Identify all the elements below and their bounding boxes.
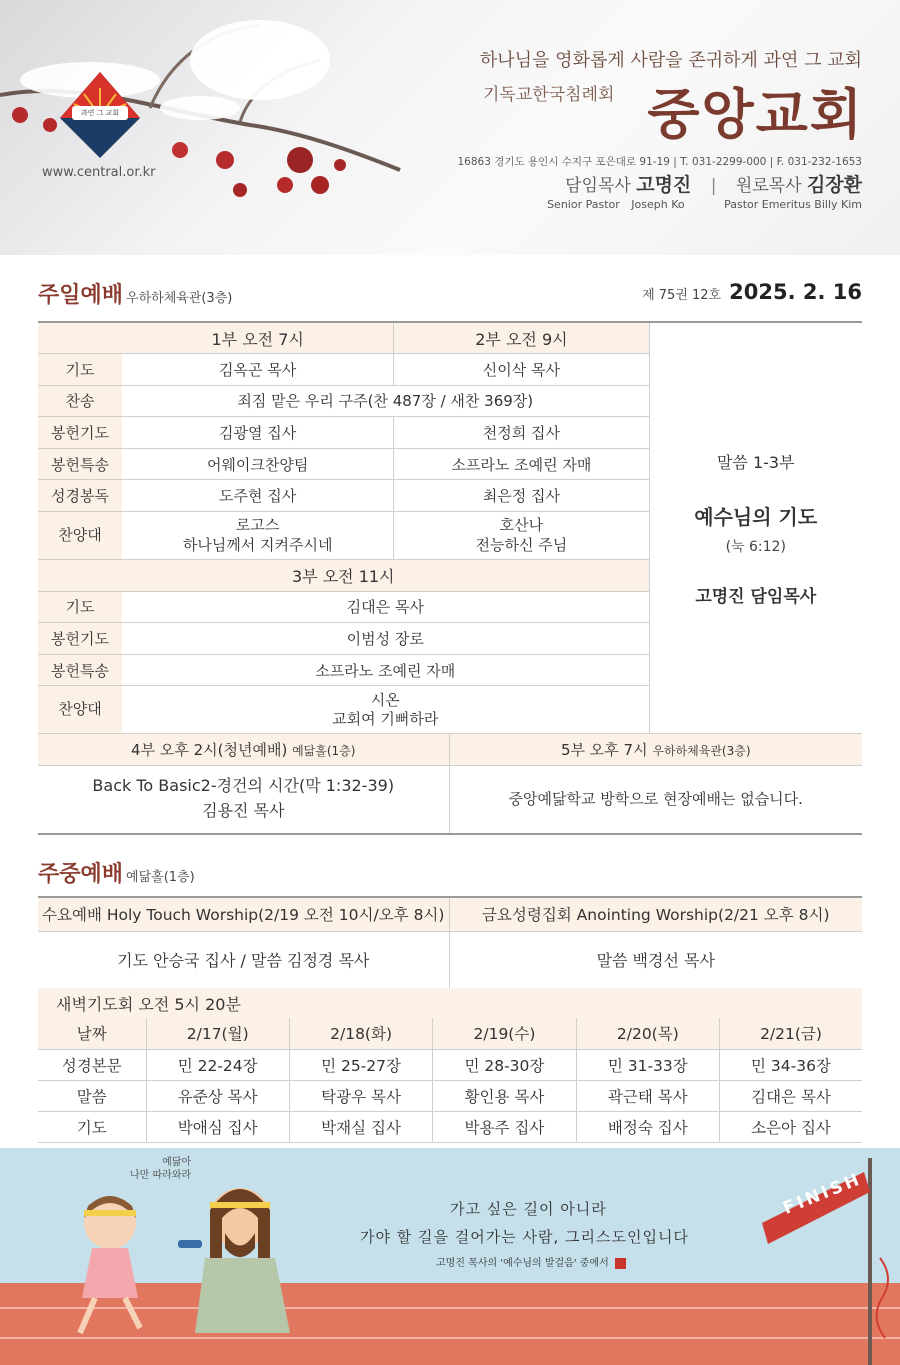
service1-cell: 어웨이크찬양팀 xyxy=(122,448,394,480)
row-label: 찬송 xyxy=(38,385,122,417)
dawn-cell: 배정숙 집사 xyxy=(576,1111,719,1142)
service4-title: Back To Basic2-경건의 시간 xyxy=(92,776,299,796)
emeritus-title: 원로목사 xyxy=(735,176,802,196)
dawn-header-cell: 2/18(화) xyxy=(289,1018,432,1049)
dawn-title-cell xyxy=(38,988,862,1018)
header-banner xyxy=(0,0,900,255)
service3-cell: 김대은 목사 xyxy=(122,591,649,623)
choir3-cell xyxy=(122,686,649,734)
service45-table xyxy=(38,733,862,835)
divider: | xyxy=(710,176,717,196)
emeritus-en: Pastor Emeritus Billy Kim xyxy=(724,198,862,211)
senior-pastor-name: 고명진 xyxy=(636,174,692,196)
wednesday-detail: 기도 안승국 집사 / 말씀 김정경 목사 xyxy=(38,931,449,988)
wednesday-header: 수요예배 Holy Touch Worship(2/19 오전 10시/오후 8시) xyxy=(38,897,449,931)
dawn-cell: 황인용 목사 xyxy=(433,1080,576,1111)
issue-number: 제 75권 12호 xyxy=(642,288,722,303)
dawn-cell: 곽근태 목사 xyxy=(576,1080,719,1111)
row-label: 기도 xyxy=(38,591,122,623)
dawn-cell: 말씀 xyxy=(38,1080,146,1111)
dawn-time: 오전 5시 20분 xyxy=(138,994,241,1014)
sermon-preacher: 고명진 담임목사 xyxy=(695,586,817,607)
service5-time: 5부 오후 7시 xyxy=(560,741,648,759)
sermon-cell xyxy=(649,322,862,734)
service5-header xyxy=(449,734,862,766)
service4-preacher: 김용진 목사 xyxy=(202,801,285,821)
dawn-cell: 민 22-24장 xyxy=(146,1049,289,1080)
sermon-title: 예수님의 기도 xyxy=(694,504,818,529)
dawn-prayer-table xyxy=(38,988,862,1143)
choir2-song: 전능하신 주님 xyxy=(475,535,568,554)
dawn-cell: 민 31-33장 xyxy=(576,1049,719,1080)
row-label: 봉헌특송 xyxy=(38,654,122,686)
quote-line2: 가야 할 길을 걸어가는 사람, 그리스도인입니다 xyxy=(360,1228,689,1246)
weekday-location: 예닮홀(1층) xyxy=(126,870,195,885)
service1-cell: 김광열 집사 xyxy=(122,417,394,449)
corner-cell xyxy=(38,322,122,354)
service2-cell: 천정희 집사 xyxy=(394,417,649,449)
row-label: 봉헌특송 xyxy=(38,448,122,480)
quote-line1: 가고 싶은 길이 아니라 xyxy=(450,1200,607,1218)
weekday-section-title xyxy=(38,857,195,888)
sunday-service-table xyxy=(38,321,862,734)
choir1-song: 하나님께서 지켜주시네 xyxy=(182,535,333,554)
dawn-cell: 민 34-36장 xyxy=(720,1049,863,1080)
logo-text: 과연 그 교회 xyxy=(80,109,120,117)
sunday-title: 주일예배 xyxy=(38,283,124,308)
friday-header: 금요성령집회 Anointing Worship(2/21 오후 8시) xyxy=(449,897,862,931)
dawn-cell: 유준상 목사 xyxy=(146,1080,289,1111)
dawn-header-cell: 날짜 xyxy=(38,1018,146,1049)
service-header-row xyxy=(38,322,862,354)
sermon-heading: 말씀 1-3부 xyxy=(716,452,795,472)
church-logo xyxy=(58,70,142,160)
service4-sermon xyxy=(38,774,449,799)
sunday-section-title xyxy=(38,278,232,309)
dawn-header-row xyxy=(38,1018,862,1049)
finish-banner: FINISH xyxy=(780,1169,865,1219)
row-label: 봉헌기도 xyxy=(38,417,122,449)
hymn-cell: 죄짐 맡은 우리 구주(찬 487장 / 새찬 369장) xyxy=(122,385,649,417)
row-label: 찬양대 xyxy=(38,512,122,560)
emeritus-name: 김장환 xyxy=(806,174,862,196)
dawn-cell: 박애심 집사 xyxy=(146,1111,289,1142)
dawn-cell: 성경본문 xyxy=(38,1049,146,1080)
service3-cell: 소프라노 조예린 자매 xyxy=(122,654,649,686)
dawn-title: 새벽기도회 xyxy=(56,994,134,1014)
quote-source-text: 고명진 목사의 '예수님의 발걸음' 중에서 xyxy=(436,1258,609,1269)
dawn-cell: 김대은 목사 xyxy=(720,1080,863,1111)
choir1-cell xyxy=(122,512,394,560)
dawn-header-cell: 2/21(금) xyxy=(720,1018,863,1049)
service1-cell: 도주현 집사 xyxy=(122,480,394,512)
dawn-cell: 기도 xyxy=(38,1111,146,1142)
quote-source xyxy=(436,1254,626,1269)
service4-ref: (막 1:32-39) xyxy=(298,776,395,796)
dawn-header-cell: 2/20(목) xyxy=(576,1018,719,1049)
denomination: 기독교한국침례회 xyxy=(483,85,615,105)
weekday-title: 주중예배 xyxy=(38,862,124,887)
issue-info xyxy=(642,280,862,304)
service2-cell: 최은정 집사 xyxy=(394,480,649,512)
dawn-header-cell: 2/17(월) xyxy=(146,1018,289,1049)
row-label: 기도 xyxy=(38,354,122,386)
bubble-line1: 예닮아 xyxy=(162,1157,192,1168)
dawn-cell: 소은아 집사 xyxy=(720,1111,863,1142)
service5-note: 중앙예닮학교 방학으로 현장예배는 없습니다. xyxy=(449,766,862,834)
dawn-cell: 민 25-27장 xyxy=(289,1049,432,1080)
service5-place: 우하하체육관(3층) xyxy=(652,744,751,758)
website-link[interactable]: www.central.or.kr xyxy=(42,165,156,180)
seal-stamp-icon xyxy=(615,1258,626,1269)
choir2-cell xyxy=(394,512,649,560)
service2-cell: 신이삭 목사 xyxy=(394,354,649,386)
sermon-reference: (눅 6:12) xyxy=(725,538,786,555)
senior-pastor-en-name: Joseph Ko xyxy=(631,198,685,211)
choir3-song: 교회여 기뻐하라 xyxy=(332,710,439,729)
service4-time: 4부 오후 2시(청년예배) xyxy=(131,741,288,759)
choir2-name: 호산나 xyxy=(499,516,544,535)
dawn-cell: 박용주 집사 xyxy=(433,1111,576,1142)
dawn-cell: 박재실 집사 xyxy=(289,1111,432,1142)
choir1-name: 로고스 xyxy=(235,516,280,535)
dawn-cell: 민 28-30장 xyxy=(433,1049,576,1080)
weekday-service-table xyxy=(38,896,862,988)
bulletin-date: 2025. 2. 16 xyxy=(729,280,862,304)
bubble-line2: 나만 따라와라 xyxy=(130,1170,192,1181)
friday-detail: 말씀 백경선 목사 xyxy=(596,951,715,971)
service2-cell: 소프라노 조예린 자매 xyxy=(394,448,649,480)
speech-bubble xyxy=(130,1156,191,1182)
pastors-english xyxy=(539,198,862,211)
service4-place: 예닮홀(1층) xyxy=(292,744,356,758)
senior-pastor-title: 담임목사 xyxy=(565,176,631,196)
church-name: 중앙교회 xyxy=(647,83,864,146)
slogan: 하나님을 영화롭게 사람을 존귀하게 과연 그 교회 xyxy=(479,50,862,71)
table-row xyxy=(38,1080,862,1111)
service3-header: 3부 오전 11시 xyxy=(38,560,649,592)
address: 16863 경기도 용인시 수지구 포은대로 91-19 | T. 031-2299-000 | F. 031-232-1653 xyxy=(457,156,862,168)
dawn-cell: 탁광우 목사 xyxy=(289,1080,432,1111)
sunday-location: 우하하체육관(3층) xyxy=(126,291,233,306)
service1-cell: 김옥곤 목사 xyxy=(122,354,394,386)
row-label: 찬양대 xyxy=(38,686,122,734)
pastors-line xyxy=(565,170,862,197)
table-row xyxy=(38,1111,862,1142)
service1-header: 1부 오전 7시 xyxy=(122,322,394,354)
table-row xyxy=(38,1049,862,1080)
service2-header: 2부 오전 9시 xyxy=(394,322,649,354)
senior-pastor-en: Senior Pastor xyxy=(547,198,620,211)
footer-illustration xyxy=(0,1148,900,1365)
service3-cell: 이범성 장로 xyxy=(122,623,649,655)
service4-body xyxy=(38,766,449,834)
dawn-header-cell: 2/19(수) xyxy=(433,1018,576,1049)
choir3-name: 시온 xyxy=(370,690,400,709)
row-label: 성경봉독 xyxy=(38,480,122,512)
service4-header xyxy=(38,734,449,766)
row-label: 봉헌기도 xyxy=(38,623,122,655)
